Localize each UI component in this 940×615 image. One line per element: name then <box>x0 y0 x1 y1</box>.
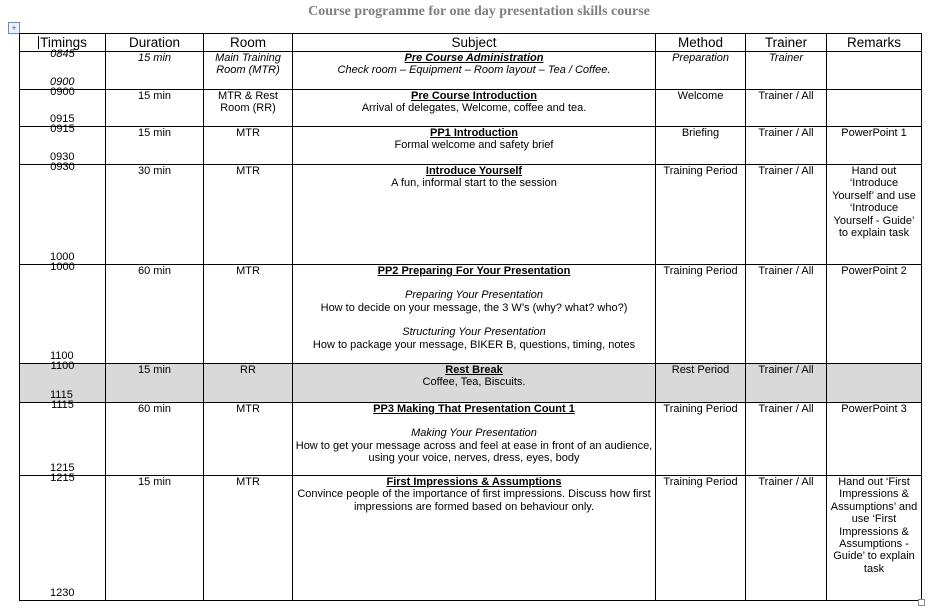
subject-title: Pre Course Introduction <box>411 90 537 102</box>
table-row <box>20 52 922 90</box>
room-cell: MTR <box>204 476 293 601</box>
room-cell: MTR <box>204 165 293 265</box>
duration-cell: 60 min <box>106 403 204 476</box>
subject-title: Pre Course Administration <box>404 52 544 64</box>
subject-text: Coffee, Tea, Biscuits. <box>422 376 526 389</box>
table-move-handle-icon[interactable]: + <box>8 22 20 34</box>
duration-cell: 30 min <box>106 165 204 265</box>
subject-title: First Impressions & Assumptions <box>386 476 562 488</box>
method-cell: Preparation <box>656 52 746 90</box>
table-row <box>20 403 922 476</box>
end-time: 0900 <box>50 75 75 88</box>
subject-cell <box>293 52 656 90</box>
duration-cell: 15 min <box>106 127 204 165</box>
subject-cell <box>293 127 656 165</box>
subject-cell <box>293 403 656 476</box>
table-row <box>20 127 922 165</box>
subject-text: Arrival of delegates, Welcome, coffee and tea. <box>361 102 587 115</box>
end-time: 0915 <box>50 112 75 125</box>
remarks-cell <box>827 364 922 403</box>
subject-text: How to decide on your message, the 3 W’s (why? what? who?) <box>320 301 628 314</box>
subject-text: Formal welcome and safety brief <box>394 139 554 152</box>
timing-cell <box>20 261 106 364</box>
trainer-cell: Trainer / All <box>746 165 827 265</box>
start-time: 1100 <box>50 360 75 372</box>
header-subject: Subject <box>293 34 656 52</box>
header-method: Method <box>656 34 746 52</box>
method-cell: Training Period <box>656 265 746 364</box>
room-cell: MTR & Rest Room (RR) <box>204 90 293 127</box>
subject-title: PP3 Making That Presentation Count 1 <box>373 403 575 415</box>
header-duration: Duration <box>106 34 204 52</box>
spacer <box>295 277 653 289</box>
trainer-cell: Trainer / All <box>746 265 827 364</box>
start-time: 1000 <box>50 261 75 273</box>
timing-cell <box>20 360 106 403</box>
table-row <box>20 476 922 601</box>
remarks-cell: PowerPoint 3 <box>827 403 922 476</box>
start-time: 0930 <box>50 161 75 173</box>
subject-subheading: Preparing Your Presentation <box>405 289 543 302</box>
room-cell: Main Training Room (MTR) <box>204 52 293 90</box>
header-remarks: Remarks <box>827 34 922 52</box>
start-time: 0915 <box>50 123 75 135</box>
table-row <box>20 265 922 364</box>
trainer-cell: Trainer / All <box>746 127 827 165</box>
method-cell: Briefing <box>656 127 746 165</box>
header-timings: Timings <box>20 34 106 52</box>
remarks-cell: Hand out ‘Introduce Yourself’ and use ‘Introduce Yourself - Guide’ to explain task <box>827 165 922 265</box>
subject-text: How to package your message, BIKER B, questions, timing, notes <box>312 338 636 351</box>
remarks-cell: PowerPoint 2 <box>827 265 922 364</box>
trainer-cell: Trainer / All <box>746 364 827 403</box>
timing-cell <box>20 399 106 476</box>
remarks-cell: PowerPoint 1 <box>827 127 922 165</box>
room-cell: MTR <box>204 403 293 476</box>
duration-cell: 15 min <box>106 90 204 127</box>
spacer <box>295 314 653 326</box>
timing-cell <box>20 472 106 601</box>
document-title: Course programme for one day presentation skills course <box>308 4 650 19</box>
subject-text: Convince people of the importance of first impressions. Discuss how first impressions are formed based on behaviour only. <box>297 488 651 513</box>
table-header-row <box>20 34 922 52</box>
header-room: Room <box>204 34 293 52</box>
subject-title: PP1 Introduction <box>430 127 518 139</box>
trainer-cell: Trainer <box>746 52 827 90</box>
subject-subheading: Making Your Presentation <box>411 427 537 440</box>
subject-title: Rest Break <box>445 364 503 376</box>
duration-cell: 15 min <box>106 52 204 90</box>
start-time: 1115 <box>51 399 74 411</box>
method-cell: Training Period <box>656 165 746 265</box>
subject-cell <box>293 90 656 127</box>
end-time: 1115 <box>50 388 73 401</box>
remarks-cell <box>827 52 922 90</box>
timing-cell <box>20 161 106 265</box>
subject-text: How to get your message across and feel at ease in front of an audience, using your voice, nerves, dress, eyes, body <box>295 439 653 465</box>
table-row <box>20 364 922 403</box>
timing-cell <box>20 48 106 90</box>
trainer-cell: Trainer / All <box>746 476 827 601</box>
remarks-cell <box>827 90 922 127</box>
start-time: 0845 <box>50 48 75 60</box>
duration-cell: 15 min <box>106 476 204 601</box>
timing-cell <box>20 86 106 127</box>
subject-cell <box>293 165 656 265</box>
table-row <box>20 90 922 127</box>
subject-title: PP2 Preparing For Your Presentation <box>377 265 571 277</box>
table-row <box>20 165 922 265</box>
end-time: 1100 <box>50 349 74 362</box>
timing-cell <box>20 123 106 165</box>
subject-cell <box>293 265 656 364</box>
table-resize-handle[interactable] <box>918 599 925 606</box>
trainer-cell: Trainer / All <box>746 403 827 476</box>
spacer <box>295 415 653 427</box>
subject-cell <box>293 364 656 403</box>
trainer-cell: Trainer / All <box>746 90 827 127</box>
remarks-cell: Hand out ‘First Impressions & Assumptions’ and use ‘First Impressions & Assumptions - Guide’ to explain task <box>827 476 922 601</box>
method-cell: Rest Period <box>656 364 746 403</box>
subject-text: Check room – Equipment – Room layout – Tea / Coffee. <box>337 64 611 77</box>
room-cell: RR <box>204 364 293 403</box>
start-time: 1215 <box>50 472 75 484</box>
method-cell: Welcome <box>656 90 746 127</box>
header-trainer: Trainer <box>746 34 827 52</box>
subject-title: Introduce Yourself <box>425 165 523 177</box>
subject-text: A fun, informal start to the session <box>391 177 557 190</box>
end-time: 1215 <box>50 461 75 474</box>
course-programme-table <box>19 33 922 601</box>
end-time: 1000 <box>50 250 75 263</box>
method-cell: Training Period <box>656 403 746 476</box>
method-cell: Training Period <box>656 476 746 601</box>
end-time: 0930 <box>50 150 75 163</box>
end-time: 1230 <box>50 586 75 599</box>
room-cell: MTR <box>204 265 293 364</box>
start-time: 0900 <box>50 86 75 98</box>
subject-subheading: Structuring Your Presentation <box>402 326 546 339</box>
duration-cell: 15 min <box>106 364 204 403</box>
duration-cell: 60 min <box>106 265 204 364</box>
subject-cell <box>293 476 656 601</box>
room-cell: MTR <box>204 127 293 165</box>
